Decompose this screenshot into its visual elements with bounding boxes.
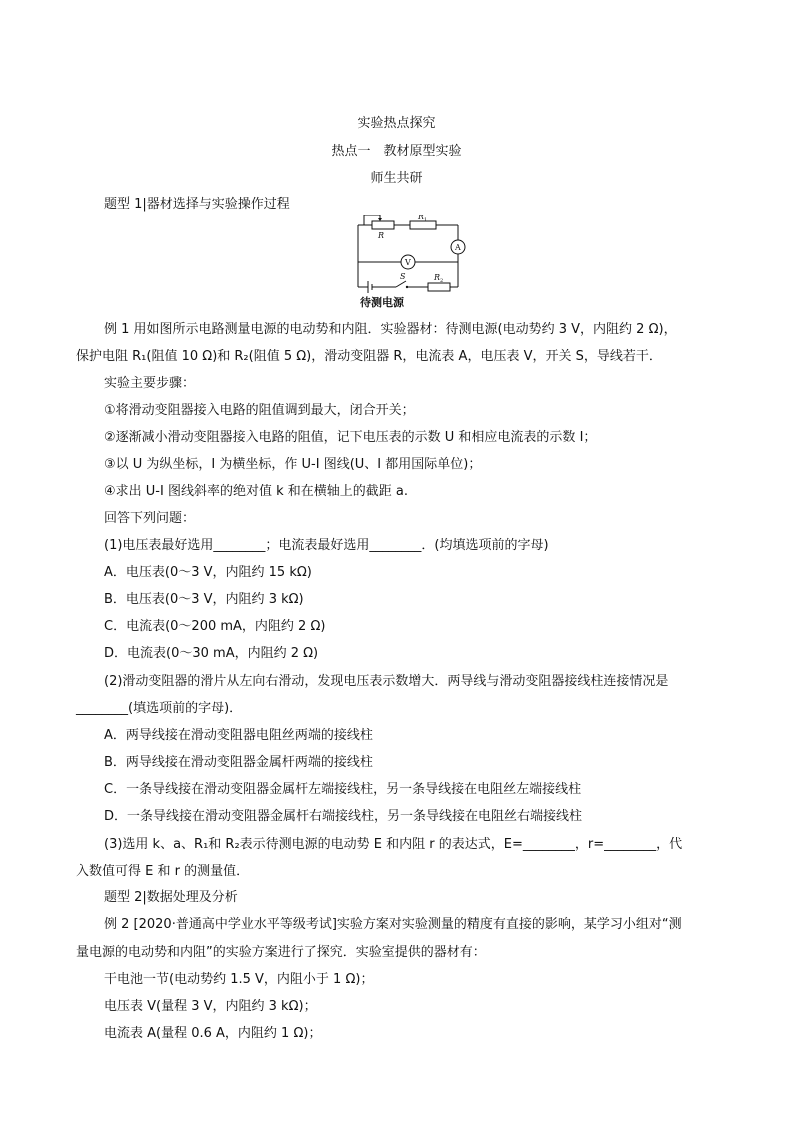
ex1-step-3: ③以 U 为纵坐标，I 为横坐标，作 U-I 图线(U、I 都用国际单位)；: [104, 457, 482, 472]
ex2-para-1: 例 2 [2020·普通高中学业水平等级考试]实验方案对实验测量的精度有直接的影响，某学习小组对“测: [104, 917, 682, 932]
resistor-r2-symbol: [428, 283, 450, 291]
ammeter-label: A: [455, 243, 461, 252]
switch-label: S: [400, 272, 406, 281]
ex1-q1-option-a: A．电压表(0～3 V，内阻约 15 kΩ): [104, 565, 312, 580]
ex1-q2-option-d: D．一条导线接在滑动变阻器金属杆右端接线柱，另一条导线接在电阻丝右端接线柱: [104, 809, 583, 824]
rheostat-symbol: [372, 221, 394, 229]
ex2-item-2: 电压表 V(量程 3 V，内阻约 3 kΩ)；: [104, 999, 317, 1014]
r2-label-sub: 2: [440, 278, 444, 284]
circuit-caption: 待测电源: [360, 296, 404, 309]
ex1-q2-line-2: ________(填选项前的字母)．: [76, 701, 243, 716]
ex1-step-4: ④求出 U-I 图线斜率的绝对值 k 和在横轴上的截距 a.: [104, 484, 408, 499]
ex2-item-3: 电流表 A(量程 0.6 A，内阻约 1 Ω)；: [104, 1026, 322, 1041]
hotspot-heading: 热点一 教材原型实验: [331, 144, 462, 159]
ex1-answer-title: 回答下列问题：: [104, 511, 196, 526]
switch-pivot: [406, 286, 408, 288]
switch-blade: [396, 281, 406, 287]
resistor-r1-symbol: [410, 221, 436, 229]
r1-label: R: [418, 215, 425, 221]
ex1-q3-line-1: (3)选用 k、a、R₁和 R₂表示待测电源的电动势 E 和内阻 r 的表达式，E=________，r=________，代: [104, 837, 683, 852]
ex1-q2-option-b: B．两导线接在滑动变阻器金属杆两端的接线柱: [104, 755, 373, 770]
type2-title: 题型 2|数据处理及分析: [104, 890, 238, 905]
ex1-q1: (1)电压表最好选用________；电流表最好选用________．(均填选项前的字母): [104, 538, 549, 553]
ex1-step-1: ①将滑动变阻器接入电路的阻值调到最大，闭合开关；: [104, 403, 415, 418]
rheostat-label: R: [378, 231, 385, 240]
ex1-q2-line-1: (2)滑动变阻器的滑片从左向右滑动，发现电压表示数增大．两导线与滑动变阻器接线柱连接情况是: [104, 674, 669, 689]
ex1-step-2: ②逐渐减小滑动变阻器接入电路的阻值，记下电压表的示数 U 和相应电流表的示数 I；: [104, 430, 597, 445]
ex1-q1-option-c: C．电流表(0～200 mA，内阻约 2 Ω): [104, 619, 326, 634]
voltmeter-label: V: [405, 258, 411, 267]
type1-title: 题型 1|器材选择与实验操作过程: [104, 197, 290, 212]
study-heading: 师生共研: [370, 171, 423, 186]
ex2-para-2: 量电源的电动势和内阻”的实验方案进行了探究．实验室提供的器材有：: [76, 945, 486, 960]
ex1-steps-title: 实验主要步骤：: [104, 376, 196, 391]
ex1-q2-option-a: A．两导线接在滑动变阻器电阻丝两端的接线柱: [104, 728, 373, 743]
ex1-q1-option-d: D．电流表(0～30 mA，内阻约 2 Ω): [104, 646, 319, 661]
ex1-q2-option-c: C．一条导线接在滑动变阻器金属杆左端接线柱，另一条导线接在电阻丝左端接线柱: [104, 782, 582, 797]
ex2-item-1: 干电池一节(电动势约 1.5 V，内阻小于 1 Ω)；: [104, 972, 374, 987]
section-heading: 实验热点探究: [357, 116, 436, 131]
ex1-q3-line-2: 入数值可得 E 和 r 的测量值．: [76, 864, 250, 879]
r1-label-sub: 1: [424, 217, 428, 223]
ex1-q1-option-b: B．电压表(0～3 V，内阻约 3 kΩ): [104, 592, 304, 607]
r2-label: R: [434, 273, 441, 282]
ex1-para-1: 例 1 用如图所示电路测量电源的电动势和内阻．实验器材：待测电源(电动势约 3 V，内阻约 2 Ω)，: [104, 322, 677, 337]
ex1-para-2: 保护电阻 R₁(阻值 10 Ω)和 R₂(阻值 5 Ω)，滑动变阻器 R，电流表 A，电压表 V，开关 S，导线若干．: [76, 349, 662, 364]
